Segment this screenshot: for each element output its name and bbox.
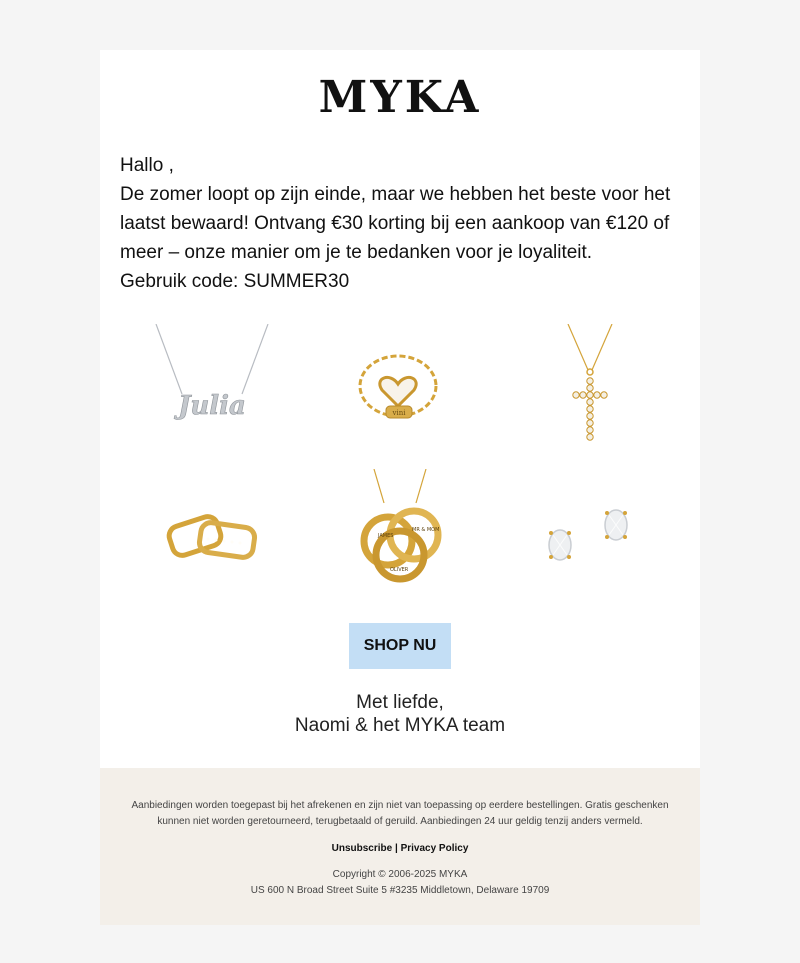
hoop-earrings-icon bbox=[142, 469, 282, 589]
product-heart-bracelet[interactable] bbox=[330, 324, 470, 444]
name-necklace-icon bbox=[142, 324, 282, 444]
heart-bracelet-icon bbox=[330, 324, 470, 444]
privacy-policy-link[interactable]: Privacy Policy bbox=[400, 843, 469, 854]
name-engraving: Julia bbox=[178, 391, 246, 421]
footer-links bbox=[100, 841, 700, 857]
footer-disclaimer: Aanbiedingen worden toegepast bij het afrekenen en zijn niet van toepassing op eerdere bestellingen. Gratis geschenken kunnen niet worden geretourneerd, terugbetaald of geruild. Aanbiedingen 24 uur geldig tenzij anders vermeld. bbox=[131, 800, 669, 827]
email-footer bbox=[100, 768, 700, 925]
ring-engraving-2: OLIVER bbox=[390, 567, 409, 573]
message-body bbox=[120, 151, 680, 296]
copyright-text: Copyright © 2006-2025 MYKA bbox=[332, 869, 468, 880]
email-card bbox=[100, 50, 700, 768]
stud-earrings-icon bbox=[520, 469, 660, 589]
product-cross-pendant[interactable] bbox=[520, 324, 660, 444]
signoff-line-2: Naomi & het MYKA team bbox=[294, 715, 506, 736]
footer-copyright bbox=[100, 867, 700, 899]
promo-code: Gebruik code: SUMMER30 bbox=[120, 271, 350, 292]
signoff-line-1: Met liefde, bbox=[356, 692, 444, 713]
brand-logo[interactable]: MYKA bbox=[318, 72, 482, 123]
bracelet-engraving: vini bbox=[392, 409, 406, 417]
link-separator: | bbox=[394, 843, 398, 854]
product-grid bbox=[120, 324, 680, 584]
ring-necklace-icon bbox=[330, 469, 470, 589]
cross-pendant-icon bbox=[520, 324, 660, 444]
shop-now-button[interactable]: SHOP NU bbox=[349, 623, 451, 669]
signoff bbox=[100, 691, 700, 737]
ring-engraving-1: JAMES bbox=[378, 533, 394, 539]
ring-engraving-3: MR & MOM bbox=[412, 527, 440, 533]
unsubscribe-link[interactable]: Unsubscribe bbox=[331, 843, 393, 854]
greeting: Hallo , bbox=[120, 155, 174, 176]
company-address: US 600 N Broad Street Suite 5 #3235 Middletown, Delaware 19709 bbox=[250, 885, 550, 896]
product-stud-earrings[interactable] bbox=[520, 469, 660, 589]
product-name-necklace[interactable] bbox=[142, 324, 282, 444]
offer-text: De zomer loopt op zijn einde, maar we hebben het beste voor het laatst bewaard! Ontvang €30 korting bij een aankoop van €120 of meer – onze manier om je te bedanken voor je loyaliteit. bbox=[120, 184, 671, 263]
product-hoop-earrings[interactable] bbox=[142, 469, 282, 589]
product-ring-necklace[interactable] bbox=[330, 469, 470, 589]
